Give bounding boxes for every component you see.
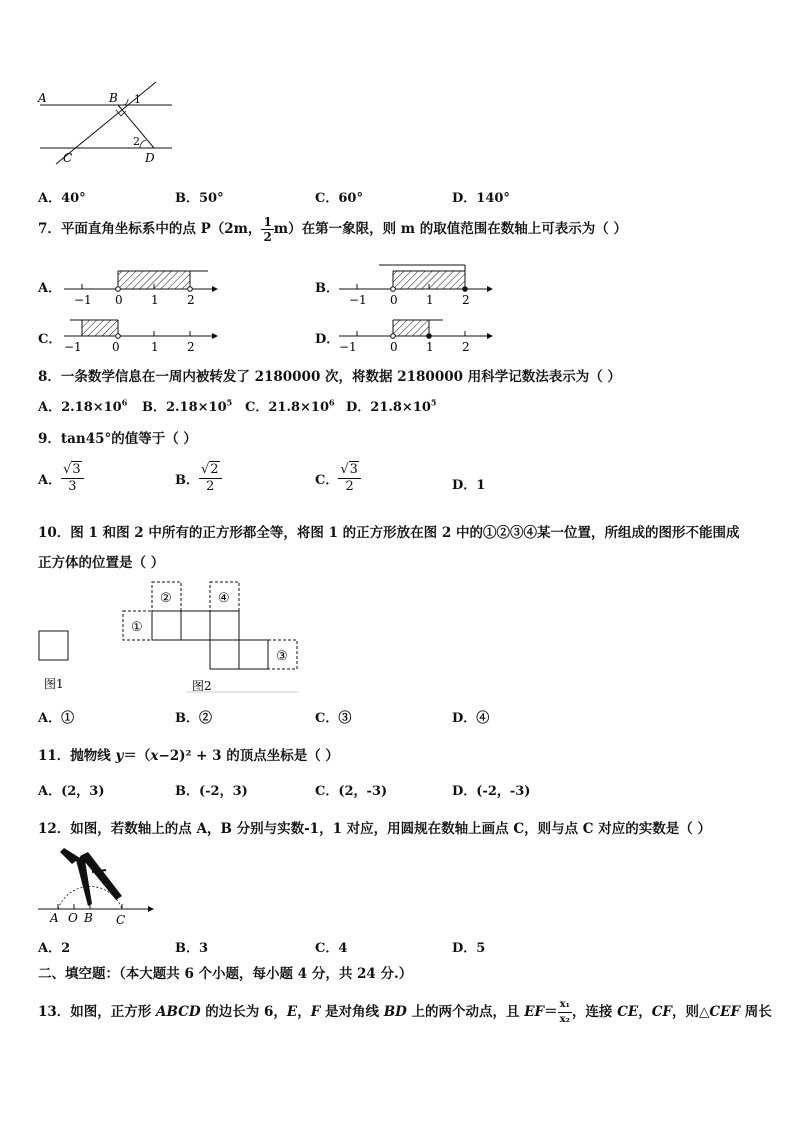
- q10-figure: [36, 580, 306, 695]
- q12-option-d[interactable]: D．5: [452, 941, 486, 956]
- svg-text:①: ①: [131, 620, 143, 635]
- q7-number-line-c[interactable]: [60, 314, 220, 364]
- q6-option-d[interactable]: D．140°: [452, 191, 510, 206]
- q7-number-line-b[interactable]: [335, 262, 495, 312]
- q7b-tick-1: 1: [426, 293, 434, 307]
- q7d-tick-0: 0: [390, 340, 398, 354]
- q11-option-d[interactable]: D．(-2，-3): [452, 784, 531, 799]
- q10-stem-line2: 正方体的位置是（ ）: [38, 555, 165, 571]
- fig2-caption: 图2: [192, 679, 212, 693]
- q12-stem: 12．如图，若数轴上的点 A，B 分别与实数-1，1 对应，用圆规在数轴上画点 C，则与点 C 对应的实数是（ ）: [38, 821, 711, 837]
- q8-option-a[interactable]: A．$2.18\times 10^6$: [38, 397, 128, 415]
- q7-option-b-letter[interactable]: B．: [315, 281, 339, 296]
- q7c-tick-2: 2: [187, 340, 195, 354]
- q7-stem: 7．平面直角坐标系中的点 P（2m， $\frac{1}{2}$ m）在第一象限，则 m 的取值范围在数轴上可表示为（ ）: [38, 215, 627, 244]
- q12-label-A: A: [50, 911, 59, 925]
- q12-option-a[interactable]: A．2: [38, 941, 71, 956]
- fig6-label-2: 2: [133, 135, 140, 148]
- q7c-tick-neg1: −1: [64, 340, 82, 354]
- q7d-tick-1: 1: [426, 340, 434, 354]
- q6-option-a[interactable]: A．40°: [38, 191, 86, 206]
- fig6-label-D: D: [145, 151, 155, 165]
- fig6-label-1: 1: [134, 93, 141, 106]
- q12-label-O: O: [68, 911, 78, 925]
- q11-stem: 11．抛物线 y＝（x−2)² + 3 的顶点坐标是（ ）: [38, 748, 339, 764]
- q9-option-c[interactable]: C． $\frac{√3}{2}$: [315, 462, 361, 495]
- q7d-tick-neg1: −1: [339, 340, 357, 354]
- q6-option-b[interactable]: B．50°: [175, 191, 224, 206]
- fig6-label-A: A: [38, 91, 47, 105]
- q12-label-B: B: [84, 911, 93, 925]
- q12-compass-figure: [36, 842, 156, 932]
- q12-option-c[interactable]: C．4: [315, 941, 348, 956]
- q7a-tick-1: 1: [151, 293, 159, 307]
- q12-option-b[interactable]: B．3: [175, 941, 209, 956]
- q7b-tick-neg1: −1: [349, 293, 367, 307]
- q11-option-c[interactable]: C．(2，-3): [315, 784, 388, 799]
- fig6-label-B: B: [109, 91, 118, 105]
- q10-option-d[interactable]: D．④: [452, 711, 490, 726]
- q10-option-c[interactable]: C．③: [315, 711, 352, 726]
- q8-option-d[interactable]: D．$21.8\times 10^5$: [346, 397, 437, 415]
- fig1-caption: 图1: [44, 677, 64, 691]
- fig6-label-C: C: [63, 151, 73, 165]
- svg-text:③: ③: [276, 649, 288, 664]
- q9-option-a[interactable]: A． $\frac{√3}{3}$: [38, 462, 84, 495]
- svg-text:④: ④: [218, 591, 230, 606]
- q11-option-b[interactable]: B．(-2，3): [175, 784, 248, 799]
- figure-q6-parallel-lines: [36, 80, 176, 170]
- q10-option-a[interactable]: A．①: [38, 711, 75, 726]
- q10-option-b[interactable]: B．②: [175, 711, 212, 726]
- q9-stem: 9．tan45°的值等于（ ）: [38, 431, 197, 447]
- q7b-tick-0: 0: [390, 293, 398, 307]
- q7-option-a-letter[interactable]: A．: [38, 281, 62, 296]
- q10-stem-line1: 10．图 1 和图 2 中所有的正方形都全等，将图 1 的正方形放在图 2 中的①②③④某一位置，所组成的图形不能围成: [38, 525, 740, 541]
- q12-label-C: C: [116, 913, 126, 927]
- q8-option-b[interactable]: B．$2.18\times 10^5$: [142, 397, 233, 415]
- q9-option-d[interactable]: D．1: [452, 478, 486, 493]
- q7-number-line-d[interactable]: [335, 314, 495, 364]
- q13-fraction: $\frac{\text{x₁}}{\text{x₂}}$: [559, 999, 570, 1025]
- q11-option-a[interactable]: A．(2，3): [38, 784, 105, 799]
- q7-option-c-letter[interactable]: C．: [38, 332, 62, 347]
- section-2-heading: 二、填空题：（本大题共 6 个小题，每小题 4 分，共 24 分.）: [38, 966, 413, 982]
- q13-stem: 13．如图，正方形 ABCD 的边长为 6，E，F 是对角线 BD 上的两个动点，且 EF＝ $\frac{\text{x₁}}{\text{x₂}}$ ，连接 CE，CF，则△CEF 周长: [38, 999, 772, 1025]
- q7a-tick-neg1: −1: [74, 293, 92, 307]
- q7d-tick-2: 2: [462, 340, 470, 354]
- q7-option-d-letter[interactable]: D．: [315, 332, 340, 347]
- q9-option-b[interactable]: B． $\frac{√2}{2}$: [175, 462, 222, 495]
- q7-number-line-a[interactable]: [60, 262, 220, 312]
- q7a-tick-0: 0: [115, 293, 123, 307]
- q7c-tick-1: 1: [151, 340, 159, 354]
- q7c-tick-0: 0: [112, 340, 120, 354]
- q7-fraction: $\frac{1}{2}$: [263, 215, 272, 244]
- svg-text:②: ②: [160, 591, 172, 606]
- q7a-tick-2: 2: [187, 293, 195, 307]
- q7b-tick-2: 2: [462, 293, 470, 307]
- q8-option-c[interactable]: C．$21.8\times 10^6$: [245, 397, 335, 415]
- fig1-square: [39, 631, 68, 660]
- q8-stem: 8．一条数学信息在一周内被转发了 2180000 次，将数据 2180000 用科学记数法表示为（ ）: [38, 369, 621, 385]
- q6-option-c[interactable]: C．60°: [315, 191, 363, 206]
